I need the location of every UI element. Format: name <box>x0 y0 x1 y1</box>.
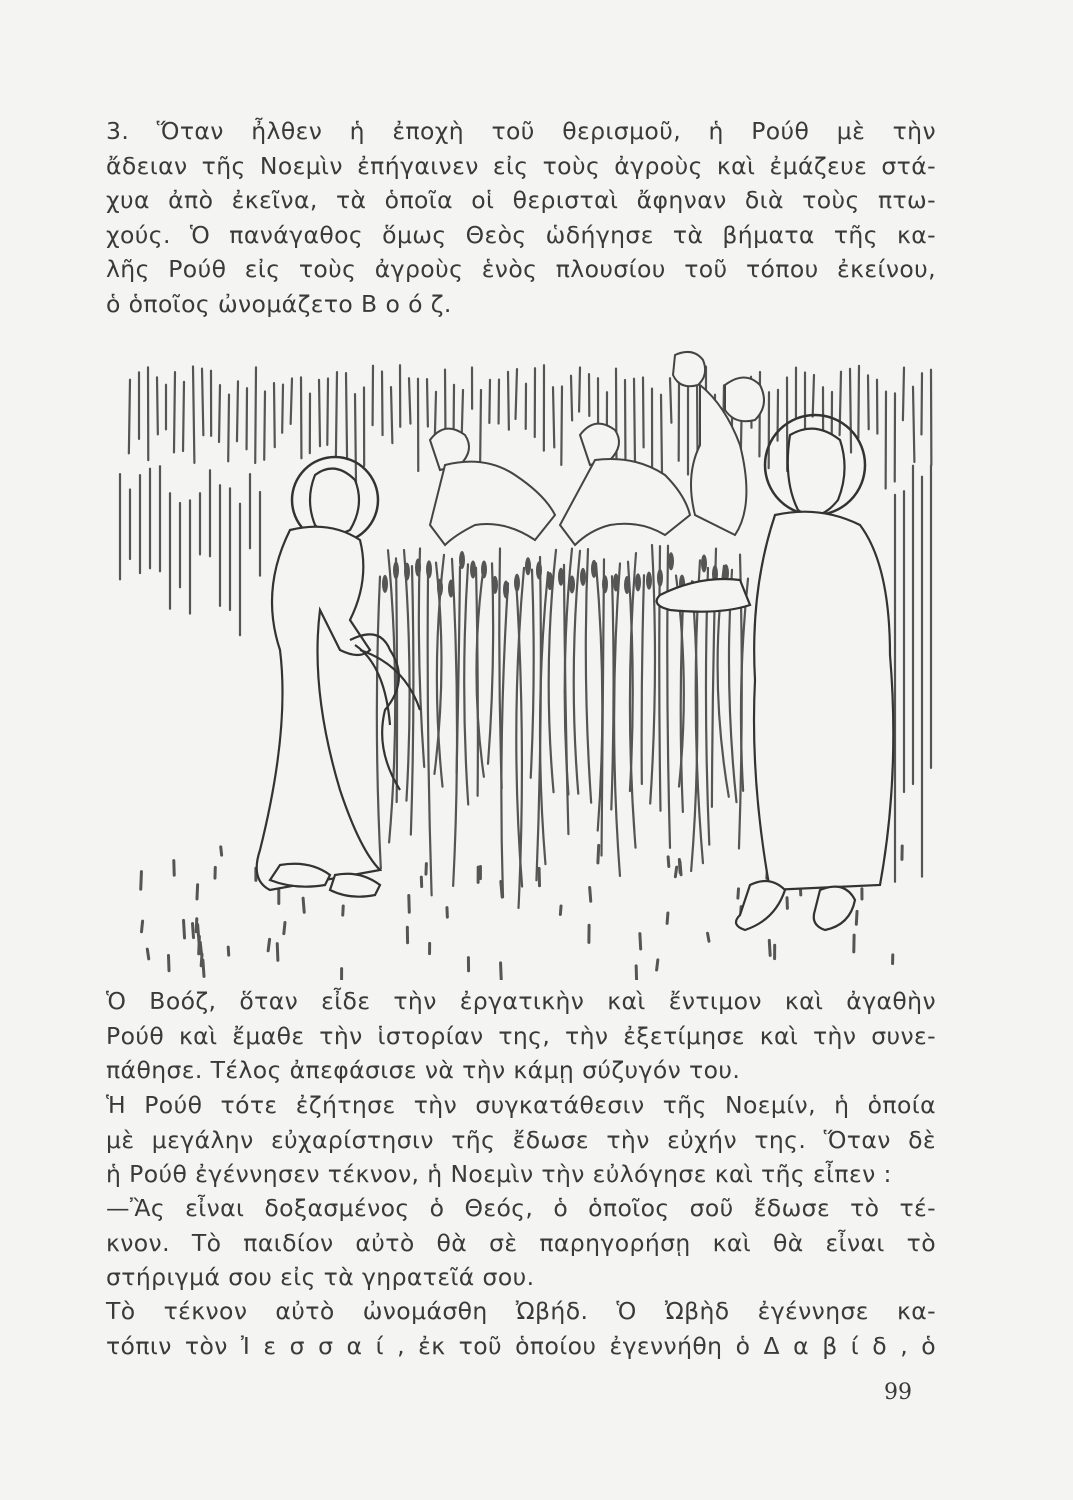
text-line: στήριγμά σου εἰς τὰ γηρατεῖά σου. <box>106 1263 535 1291</box>
text-line: ὁ ὁποῖος ὠνομάζετο Β ο ό ζ. <box>106 289 452 318</box>
paragraph-obed <box>106 1294 936 1363</box>
text-line: τόπιν τὸν Ἰ ε σ σ α ί , ἐκ τοῦ ὁποίου ἐγεννήθη ὁ Δ α β ί δ , ὁ <box>106 1331 936 1360</box>
paragraph-harvest <box>106 114 936 321</box>
paragraph-consent <box>106 1088 936 1192</box>
text-line: πάθησε. Τέλος ἀπεφάσισε νὰ τὴν κάμῃ σύζυγόν του. <box>106 1056 741 1084</box>
text-line: Τὸ τέκνον αὐτὸ ὠνομάσθη Ὠβήδ. Ὁ Ὠβὴδ ἐγέννησε κα- <box>106 1297 936 1325</box>
text-line: 3. Ὅταν ἦλθεν ἡ ἐποχὴ τοῦ θερισμοῦ, ἡ Ρούθ μὲ τὴν <box>106 117 936 145</box>
paragraph-boaz <box>106 984 936 1088</box>
text-line: Ὁ Βοόζ, ὅταν εἶδε τὴν ἐργατικὴν καὶ ἔντιμον καὶ ἀγαθὴν <box>106 987 936 1015</box>
text-line: μὲ μεγάλην εὐχαρίστησιν τῆς ἔδωσε τὴν εὐχήν της. Ὅταν δὲ <box>106 1125 936 1154</box>
ruth-gleaning-illustration <box>100 345 945 980</box>
text-line: χυα ἀπὸ ἐκεῖνα, τὰ ὁποῖα οἱ θερισταὶ ἄφηναν διὰ τοὺς πτω- <box>106 186 936 214</box>
paragraph-blessing <box>106 1191 936 1295</box>
text-line: κνον. Τὸ παιδίον αὐτὸ θὰ σὲ παρηγορήσῃ καὶ θὰ εἶναι τὸ <box>106 1228 936 1257</box>
text-line: λῆς Ρούθ εἰς τοὺς ἀγροὺς ἑνὸς πλουσίου τοῦ τόπου ἐκείνου, <box>106 255 936 283</box>
text-line: Ρούθ καὶ ἔμαθε τὴν ἱστορίαν της, τὴν ἐξετίμησε καὶ τὴν συνε- <box>106 1021 936 1050</box>
text-line: —Ἂς εἶναι δοξασμένος ὁ Θεός, ὁ ὁποῖος σοῦ ἔδωσε τὸ τέ- <box>106 1194 936 1222</box>
text-line: Ἡ Ρούθ τότε ἐζήτησε τὴν συγκατάθεσιν τῆς Νοεμίν, ἡ ὁποία <box>106 1091 936 1119</box>
page-number: 99 <box>884 1380 912 1405</box>
text-line: ἡ Ρούθ ἐγέννησεν τέκνον, ἡ Νοεμὶν τὴν εὐλόγησε καὶ τῆς εἶπεν : <box>106 1160 892 1188</box>
text-line: ἄδειαν τῆς Νοεμὶν ἐπήγαινεν εἰς τοὺς ἀγροὺς καὶ ἐμάζευε στά- <box>106 151 936 180</box>
text-line: χούς. Ὁ πανάγαθος ὅμως Θεὸς ὡδήγησε τὰ βήματα τῆς κα- <box>106 220 936 249</box>
